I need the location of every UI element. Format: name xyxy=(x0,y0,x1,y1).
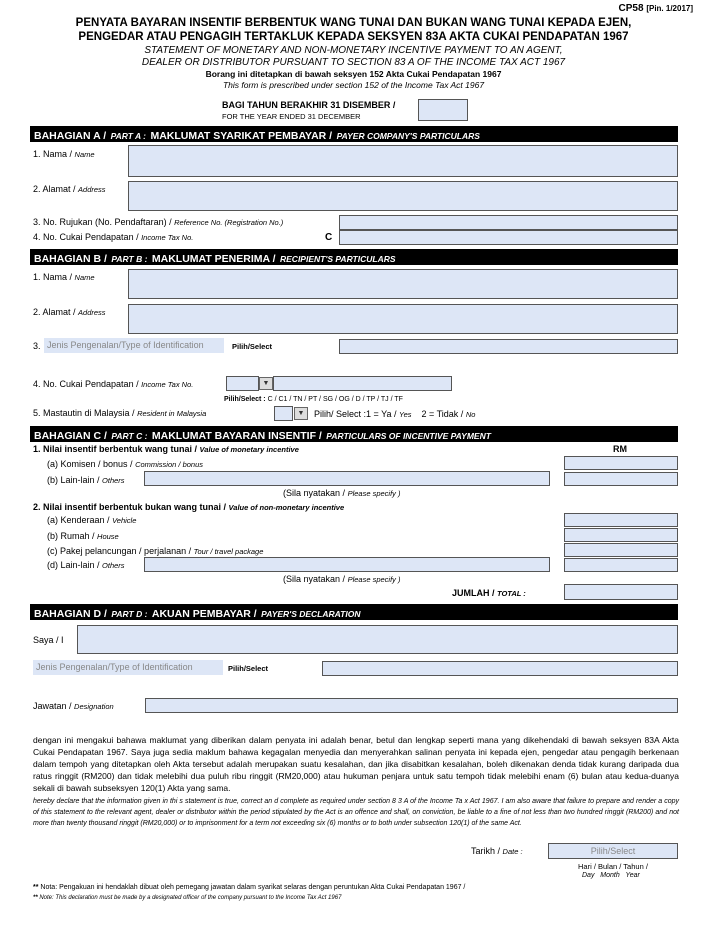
declaration-english: hereby declare that the information given in thi s statement is true, correct an d complete as required under section 8 3 A of the Income Ta x Act 1967. I am also aware that failure to prepare and render a copy of this statement to the relevant agent, dealer or distributor within the period stipulated by the Act is an offence and shall, on conviction, be liable to a fine of not less than two hundred ringgit (RM200) and not more than twenty thousand ringgit (RM20,000) or to imprisonment for a term not exceeding six (6) months or to both under subsection 120(1) of the same Act. xyxy=(33,798,679,827)
part-d-pilih-label: Pilih/Select xyxy=(228,664,269,673)
title-line4: DEALER OR DISTRIBUTOR PURSUANT TO SECTION 83 A OF THE INCOME TAX ACT 1967 xyxy=(141,57,566,68)
year-label-en: FOR THE YEAR ENDED 31 DECEMBER xyxy=(222,112,361,121)
part-a-tax-prefix: C xyxy=(325,232,333,243)
part-d-heading: BAHAGIAN D / PART D : AKUAN PEMBAYAR / PAYER'S DECLARATION xyxy=(30,604,678,620)
date-format-en: Day Month Year xyxy=(582,872,640,879)
part-c-specify-hint: (Sila nyatakan / Please specify ) xyxy=(283,488,401,498)
part-c-rm-label: RM xyxy=(613,444,627,454)
part-c-house-label: (b) Rumah / House xyxy=(47,531,119,541)
part-a-name-input[interactable] xyxy=(128,145,678,177)
part-d-id-type-select[interactable]: Jenis Pengenalan/Type of Identification xyxy=(33,660,223,675)
part-b-id-number-input[interactable] xyxy=(339,339,678,354)
part-b-name-label: 1. Nama / Name xyxy=(33,272,95,282)
part-c-tour-label: (c) Pakej pelancungan / perjalanan / Tour / travel package xyxy=(47,546,264,556)
declaration-malay: dengan ini mengakui bahawa maklumat yang diberikan dalam penyata ini adalah benar, betul dan lengkap seperti mana yang dikehendaki di bawah seksyen 83A Akta Cukai Pendapatan 1967. Saya juga sedia maklum bahawa kegagalan menyedia dan menyerahkan salinan penyata ini kepada ejen, pengedar atau pengagih berkenaan dalam tempoh yang ditetapkan oleh Akta tersebut adalah merupakan suatu kesalahan, dan jika disabitkan kesalahan, boleh dikenakan denda tidak kurang daripada dua ratus ringgit (RM200) dan tidak melebihi dua puluh ribu ringgit (RM20,000) atau hukuman penjara untuk satu tempoh tidak melebihi enam (6) bulan atau kedua-duanya sekali di bawah subseksyen 120(1) Akta yang sama. xyxy=(33,735,679,793)
part-c-commission-label: (a) Komisen / bonus / Commission / bonus xyxy=(47,459,204,469)
part-d-name-input[interactable] xyxy=(77,625,678,654)
part-c-others2-input[interactable] xyxy=(564,558,678,572)
part-c-others2-desc-input[interactable] xyxy=(144,557,550,572)
date-input[interactable]: Pilih/Select xyxy=(548,843,678,859)
part-a-address-label: 2. Alamat / Address xyxy=(33,184,106,194)
part-d-saya-label: Saya / I xyxy=(33,635,64,645)
part-b-id-number: 3. xyxy=(33,341,41,351)
part-c-others2-label: (d) Lain-lain / Others xyxy=(47,560,125,570)
part-a-name-label: 1. Nama / Name xyxy=(33,149,95,159)
part-b-address-label: 2. Alamat / Address xyxy=(33,307,106,317)
part-b-address-input[interactable] xyxy=(128,304,678,334)
date-format-label: Hari / Bulan / Tahun / xyxy=(578,862,648,871)
part-c-nonmonetary-label: 2. Nilai insentif berbentuk bukan wang tunai / Value of non-monetary incentive xyxy=(33,502,345,512)
part-a-ref-input[interactable] xyxy=(339,215,678,230)
part-c-commission-input[interactable] xyxy=(564,456,678,470)
part-d-id-number-input[interactable] xyxy=(322,661,678,676)
part-c-specify2-hint: (Sila nyatakan / Please specify ) xyxy=(283,574,401,584)
title-line3: STATEMENT OF MONETARY AND NON-MONETARY INCENTIVE PAYMENT TO AN AGENT, xyxy=(144,45,563,56)
year-input[interactable] xyxy=(418,99,468,121)
title-line5: Borang ini ditetapkan di bawah seksyen 152 Akta Cukai Pendapatan 1967 xyxy=(205,69,502,79)
part-b-tax-number-input[interactable] xyxy=(273,376,452,391)
part-b-tax-label: 4. No. Cukai Pendapatan / Income Tax No. xyxy=(33,379,194,389)
title-line6: This form is prescribed under section 152 of the Income Tax Act 1967 xyxy=(222,80,485,90)
part-a-tax-input[interactable] xyxy=(339,230,678,245)
form-code: CP58 [Pin. 1/2017] xyxy=(618,3,693,14)
title-line2: PENGEDAR ATAU PENGAGIH TERTAKLUK KEPADA SEKSYEN 83A AKTA CUKAI PENDAPATAN 1967 xyxy=(78,31,629,43)
part-c-vehicle-label: (a) Kenderaan / Vehicle xyxy=(47,515,137,525)
part-d-position-label: Jawatan / Designation xyxy=(33,701,114,711)
part-b-resident-dropdown-icon[interactable]: ▼ xyxy=(294,407,308,420)
part-b-resident-label: 5. Mastautin di Malaysia / Resident in Malaysia xyxy=(33,408,207,418)
part-c-others-label: (b) Lain-lain / Others xyxy=(47,475,125,485)
part-b-resident-select[interactable] xyxy=(274,406,293,421)
date-label: Tarikh / Date : xyxy=(471,846,523,856)
part-c-total-label: JUMLAH / TOTAL : xyxy=(452,588,526,598)
part-c-others-desc-input[interactable] xyxy=(144,471,550,486)
part-b-tax-code-dropdown-icon[interactable]: ▼ xyxy=(259,377,273,390)
part-b-id-type-select[interactable]: Jenis Pengenalan/Type of Identification xyxy=(44,338,224,353)
part-c-vehicle-input[interactable] xyxy=(564,513,678,527)
part-b-resident-options: Pilih/ Select :1 = Ya / Yes 2 = Tidak / No xyxy=(314,409,476,419)
part-b-tax-codes-hint: Pilih/Select : C / C1 / TN / PT / SG / OG / D / TP / TJ / TF xyxy=(224,396,403,403)
part-a-ref-label: 3. No. Rujukan (No. Pendaftaran) / Reference No. (Registration No.) xyxy=(33,217,284,227)
part-c-monetary-label: 1. Nilai insentif berbentuk wang tunai / Value of monetary incentive xyxy=(33,444,299,454)
part-b-name-input[interactable] xyxy=(128,269,678,299)
part-c-tour-input[interactable] xyxy=(564,543,678,557)
part-a-heading: BAHAGIAN A / PART A : MAKLUMAT SYARIKAT PEMBAYAR / PAYER COMPANY'S PARTICULARS xyxy=(30,126,678,142)
title-line1: PENYATA BAYARAN INSENTIF BERBENTUK WANG TUNAI DAN BUKAN WANG TUNAI KEPADA EJEN, xyxy=(75,17,632,29)
note-malay: ** Nota: Pengakuan ini hendaklah dibuat oleh pemegang jawatan dalam syarikat selaras dengan peruntukan Akta Cukai Pendapatan 1967 / xyxy=(33,884,466,891)
part-b-pilih-label: Pilih/Select xyxy=(232,342,273,351)
part-c-house-input[interactable] xyxy=(564,528,678,542)
part-b-heading: BAHAGIAN B / PART B : MAKLUMAT PENERIMA / RECIPIENT'S PARTICULARS xyxy=(30,249,678,265)
part-c-total-input[interactable] xyxy=(564,584,678,600)
part-c-others-input[interactable] xyxy=(564,472,678,486)
part-c-heading: BAHAGIAN C / PART C : MAKLUMAT BAYARAN INSENTIF / PARTICULARS OF INCENTIVE PAYMENT xyxy=(30,426,678,442)
part-b-tax-code-select[interactable] xyxy=(226,376,259,391)
part-a-address-input[interactable] xyxy=(128,181,678,211)
note-english: ** Note: This declaration must be made by a designated officer of the company pursuant to the Income Tax Act 1967 xyxy=(33,895,342,901)
part-a-tax-label: 4. No. Cukai Pendapatan / Income Tax No. xyxy=(33,232,194,242)
year-label: BAGI TAHUN BERAKHIR 31 DISEMBER / xyxy=(222,100,396,110)
part-d-position-input[interactable] xyxy=(145,698,678,713)
